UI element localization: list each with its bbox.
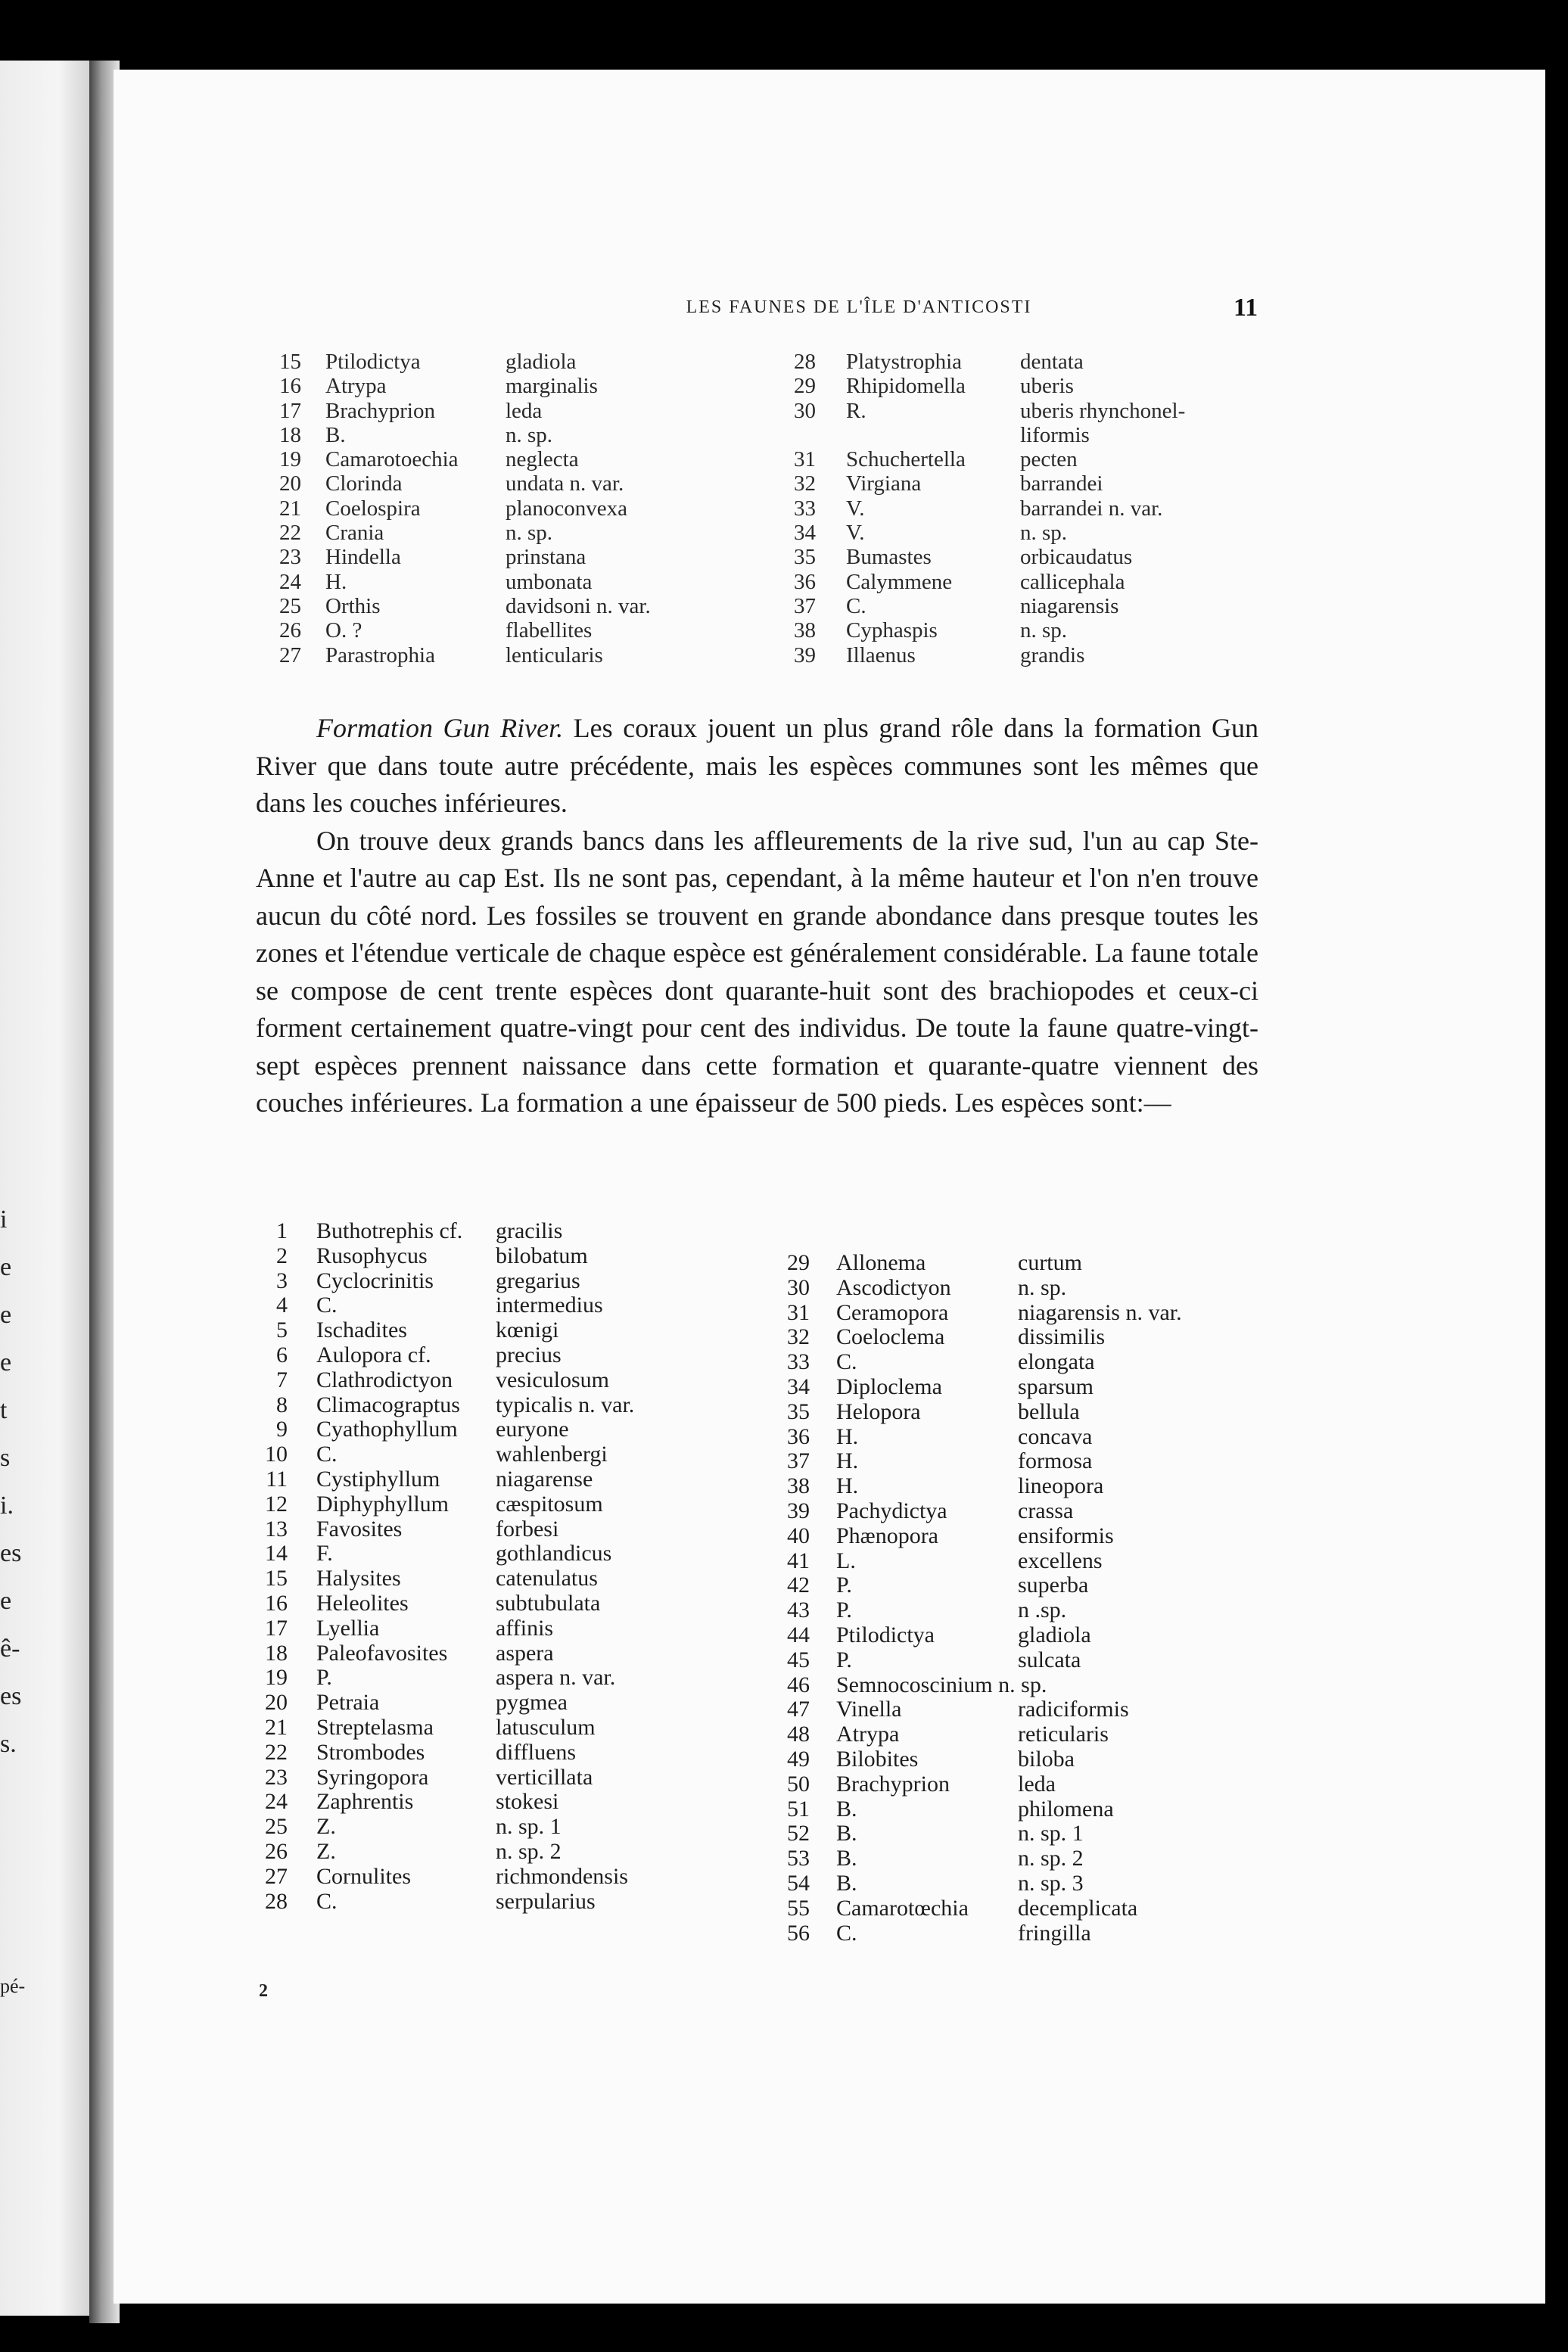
left-page-fragment: s. <box>0 1730 17 1758</box>
list-item-genus: Streptelasma <box>316 1714 434 1740</box>
list-item-genus: Cyphaspis <box>846 618 938 643</box>
list-item-genus: C. <box>836 1920 857 1946</box>
list-item-genus: Hindella <box>325 545 401 570</box>
list-item-species: n. sp. <box>1018 1274 1067 1300</box>
list-item-num: 26 <box>265 1838 288 1864</box>
list-item-species: gladiola <box>1018 1622 1091 1647</box>
list-item-num: 36 <box>794 569 816 594</box>
list-item-genus: Cornulites <box>316 1863 411 1889</box>
list-item-genus: Diploclema <box>836 1374 942 1399</box>
list-item-species: pecten <box>1020 447 1078 472</box>
list-item-genus: Z. <box>316 1814 336 1840</box>
list-item-species: gladiola <box>506 350 577 374</box>
left-page-fragment: i. <box>0 1492 14 1520</box>
list-item-species: uberis <box>1020 374 1074 399</box>
list-item-species: niagarensis <box>1020 593 1119 618</box>
paragraph-1: Formation Gun River. Les coraux jouent un plus grand rôle dans la formation Gun River que dans toute autre précédente, mais les espèces communes sont les mêmes que dans les couches inférieures. <box>256 713 1259 818</box>
list-item-species: n. sp. 2 <box>1018 1846 1084 1871</box>
list-item-num: 38 <box>794 618 816 643</box>
list-item-genus: Atrypa <box>325 374 387 399</box>
list-item-species: n. sp. <box>506 521 553 546</box>
list-item-genus: Phænopora <box>836 1523 938 1548</box>
list-item-genus: Ischadites <box>316 1318 407 1343</box>
list-item-genus: Coeloclema <box>836 1324 945 1350</box>
list-item-genus: R. <box>846 398 866 423</box>
list-item-genus: Syringopora <box>316 1764 429 1790</box>
list-item-genus: Platystrophia <box>846 350 963 374</box>
list-item-species: diffluens <box>496 1739 577 1765</box>
list-item-species: gothlandicus <box>496 1541 612 1566</box>
left-page-fragment: e <box>0 1349 12 1377</box>
list-item-species: affinis <box>496 1615 554 1641</box>
list-item-species: concava <box>1018 1423 1093 1449</box>
list-item-num: 34 <box>787 1374 810 1399</box>
list-item-species: elongata <box>1018 1349 1095 1375</box>
list-item-genus: Schuchertella <box>846 447 966 472</box>
list-item-species: n. sp. <box>1020 521 1068 546</box>
left-page-fragment: e <box>0 1587 12 1615</box>
list-item-num: 17 <box>279 398 301 423</box>
list-item-genus: Favosites <box>316 1516 403 1542</box>
list-item-genus: Buthotrephis cf. <box>316 1218 463 1243</box>
list-item-num: 22 <box>265 1739 288 1765</box>
list-item-num: 35 <box>787 1398 810 1424</box>
list-item-num: 37 <box>787 1448 810 1474</box>
list-item-species: intermedius <box>496 1293 603 1318</box>
list-item-genus: Clathrodictyon <box>316 1367 453 1392</box>
left-page-fragment: s <box>0 1444 11 1472</box>
list-item-num: 33 <box>787 1349 810 1375</box>
list-item-num: 3 <box>276 1268 288 1293</box>
list-item-genus: Ceramopora <box>836 1299 949 1325</box>
list-item-genus: L. <box>836 1548 856 1573</box>
list-item-genus: Camarotœchia <box>836 1895 969 1921</box>
list-item-genus: H. <box>836 1473 859 1499</box>
list-item-genus: Parastrophia <box>325 642 435 667</box>
signature-mark: 2 <box>259 1981 268 2001</box>
list-item-genus: Lyellia <box>316 1615 380 1641</box>
list-item-species: flabellites <box>506 618 593 643</box>
list-item-genus: Clorinda <box>325 471 403 496</box>
list-item-species: reticularis <box>1018 1722 1109 1747</box>
list-item-genus: P. <box>836 1598 852 1623</box>
list-item-num: 24 <box>265 1789 288 1815</box>
list-item-species: leda <box>506 398 543 423</box>
list-item-num: 37 <box>794 593 816 618</box>
list-item-species: leda <box>1018 1771 1056 1797</box>
list-item-num: 43 <box>787 1598 810 1623</box>
list-item-genus: C. <box>846 593 866 618</box>
list-item-species: marginalis <box>506 374 598 399</box>
list-item-genus: Paleofavosites <box>316 1640 448 1666</box>
list-item-species: aspera n. var. <box>496 1665 616 1691</box>
list-item-num: 16 <box>265 1590 288 1616</box>
list-item-species: excellens <box>1018 1548 1103 1573</box>
list-item-num: 9 <box>276 1417 288 1442</box>
list-item-genus: B. <box>836 1796 857 1822</box>
list-item-genus: Pachydictya <box>836 1498 947 1523</box>
list-item-genus: Bilobites <box>836 1746 919 1772</box>
list-item-species: bilobatum <box>496 1243 588 1268</box>
list-item-num: 25 <box>279 593 301 618</box>
list-item-num: 39 <box>794 642 816 667</box>
list-item-num: 15 <box>265 1566 288 1591</box>
list-item-num: 39 <box>787 1498 810 1523</box>
list-item-species: ensiformis <box>1018 1523 1114 1548</box>
list-item-genus: Cyathophyllum <box>316 1417 458 1442</box>
list-item-num: 23 <box>279 545 301 570</box>
list-item-genus: Z. <box>316 1838 336 1864</box>
list-item-num: 15 <box>279 350 301 374</box>
list-item-num: 13 <box>265 1516 288 1542</box>
list-item-num: 36 <box>787 1423 810 1449</box>
list-item-genus: Helopora <box>836 1398 921 1424</box>
list-item-species: dentata <box>1020 350 1084 374</box>
left-page-fragment: t <box>0 1396 8 1424</box>
list-item-species: serpularius <box>496 1888 596 1914</box>
list-item-genus: C. <box>316 1888 338 1914</box>
list-item-genus: Illaenus <box>846 642 916 667</box>
list-item-genus: Cyclocrinitis <box>316 1268 434 1293</box>
list-item-num: 34 <box>794 521 816 546</box>
list-item-species: superba <box>1018 1573 1089 1598</box>
list-item-species: n. sp. 1 <box>496 1814 562 1840</box>
list-item-species: davidsoni n. var. <box>506 593 651 618</box>
running-head: LES FAUNES DE L'ÎLE D'ANTICOSTI <box>686 297 1032 317</box>
list-item-species: bellula <box>1018 1398 1080 1424</box>
left-page-text-fragments <box>0 1196 23 1768</box>
list-item-genus: Semnocoscinium n. sp. <box>836 1672 1047 1697</box>
list-item-genus: Zaphrentis <box>316 1789 414 1815</box>
list-item-num: 29 <box>794 374 816 399</box>
list-item-num: 16 <box>279 374 301 399</box>
list-item-genus: Heleolites <box>316 1590 409 1616</box>
list-item-species: catenulatus <box>496 1566 598 1591</box>
list-item-species: n. sp. <box>1020 618 1068 643</box>
list-item-species: philomena <box>1018 1796 1114 1822</box>
list-item-species: pygmea <box>496 1690 568 1716</box>
list-item-species: orbicaudatus <box>1020 545 1133 570</box>
list-item-genus: O. ? <box>325 618 362 643</box>
list-item-num: 45 <box>787 1647 810 1672</box>
list-item-num: 27 <box>265 1863 288 1889</box>
list-item-num: 28 <box>794 350 816 374</box>
list-item-num: 44 <box>787 1622 810 1647</box>
list-item-species: neglecta <box>506 447 579 472</box>
list-item-genus: H. <box>836 1423 859 1449</box>
list-item-num: 48 <box>787 1722 810 1747</box>
list-item-num: 41 <box>787 1548 810 1573</box>
list-item-num: 56 <box>787 1920 810 1946</box>
list-item-num: 19 <box>265 1665 288 1691</box>
list-item-num: 25 <box>265 1814 288 1840</box>
list-item-species: precius <box>496 1342 562 1367</box>
list-item-genus: Diphyphyllum <box>316 1491 450 1517</box>
list-item-genus: C. <box>316 1293 338 1318</box>
paragraph-2: On trouve deux grands bancs dans les affleurements de la rive sud, l'un au cap Ste-Anne et l'autre au cap Est. Ils ne sont pas, cependant, à la même hauteur et l'on n'en trouve aucun du côté nord. Les fossiles se trouvent en grande abondance dans presque toutes les zones et l'étendue verticale de chaque espèce est généralement considérable. La faune totale se compose de cent trente espèces dont quarante-huit sont des brachiopodes et ceux-ci forment certainement quatre-vingt pour cent des individus. De toute la faune quatre-vingt-sept espèces prennent naissance dans cette formation et quarante-quatre viennent des couches inférieures. La formation a une épaisseur de 500 pieds. Les espèces sont:— <box>256 825 1258 1118</box>
list-item-num: 32 <box>787 1324 810 1350</box>
list-item-num: 47 <box>787 1697 810 1722</box>
list-item-species: niagarense <box>496 1466 593 1492</box>
list-item-genus: Calymmene <box>846 569 953 594</box>
list-item-num: 18 <box>265 1640 288 1666</box>
list-item-genus: Climacograptus <box>316 1392 460 1417</box>
list-item-num: 26 <box>279 618 301 643</box>
left-page-fragment: es <box>0 1682 22 1710</box>
list-item-num: 53 <box>787 1846 810 1871</box>
list-item-genus: Camarotoechia <box>325 447 459 472</box>
list-item-species: callicephala <box>1020 569 1125 594</box>
section-heading: Formation Gun River. <box>316 713 564 743</box>
list-item-genus: P. <box>836 1647 852 1672</box>
list-item-genus: V. <box>846 521 865 546</box>
list-item-species: n. sp. 1 <box>1018 1821 1084 1846</box>
list-item-species: barrandei <box>1020 471 1103 496</box>
list-item-species: subtubulata <box>496 1590 601 1616</box>
list-item-genus: Vinella <box>836 1697 902 1722</box>
list-item-num: 24 <box>279 569 301 594</box>
list-item-genus: Cystiphyllum <box>316 1466 440 1492</box>
list-item-species: umbonata <box>506 569 593 594</box>
list-item-species: curtum <box>1018 1250 1082 1275</box>
left-page-fragment: ê- <box>0 1635 20 1663</box>
list-item-species: stokesi <box>496 1789 559 1815</box>
list-item-num: 19 <box>279 447 301 472</box>
list-item-num: 32 <box>794 471 816 496</box>
list-item-species: dissimilis <box>1018 1324 1106 1350</box>
list-item-genus: Ascodictyon <box>836 1274 951 1300</box>
body-text <box>256 710 1258 1122</box>
list-item-species: liformis <box>1020 422 1090 447</box>
list-item-species: n .sp. <box>1018 1598 1067 1623</box>
list-item-num: 55 <box>787 1895 810 1921</box>
list-item-num: 20 <box>265 1690 288 1716</box>
list-item-num: 42 <box>787 1573 810 1598</box>
list-item-species: richmondensis <box>496 1863 628 1889</box>
list-item-genus: C. <box>836 1349 857 1375</box>
list-item-species: gregarius <box>496 1268 580 1293</box>
list-item-genus: P. <box>836 1573 852 1598</box>
list-item-num: 38 <box>787 1473 810 1499</box>
list-item-num: 31 <box>794 447 816 472</box>
list-item-num: 5 <box>276 1318 288 1343</box>
list-item-num: 31 <box>787 1299 810 1325</box>
list-item-species: planoconvexa <box>506 496 628 521</box>
list-item-num: 21 <box>265 1714 288 1740</box>
list-item-num: 21 <box>279 496 301 521</box>
list-item-num: 54 <box>787 1870 810 1896</box>
list-item-num: 30 <box>794 398 816 423</box>
list-item-species: kœnigi <box>496 1318 559 1343</box>
list-item-species: verticillata <box>496 1764 593 1790</box>
list-item-species: niagarensis n. var. <box>1018 1299 1182 1325</box>
list-item-num: 49 <box>787 1746 810 1772</box>
list-item-species: wahlenbergi <box>496 1442 608 1467</box>
list-item-species: sulcata <box>1018 1647 1081 1672</box>
list-item-genus: B. <box>836 1821 857 1846</box>
list-item-genus: Brachyprion <box>836 1771 950 1797</box>
list-item-genus: F. <box>316 1541 333 1566</box>
list-item-species: crassa <box>1018 1498 1074 1523</box>
list-item-num: 17 <box>265 1615 288 1641</box>
list-item-num: 20 <box>279 471 301 496</box>
list-item-species: formosa <box>1018 1448 1093 1474</box>
list-item-num: 1 <box>276 1218 288 1243</box>
list-item-species: forbesi <box>496 1516 559 1542</box>
list-item-species: undata n. var. <box>506 471 624 496</box>
list-item-genus: B. <box>836 1870 857 1896</box>
list-item-num: 18 <box>279 422 301 447</box>
list-item-species: gracilis <box>496 1218 563 1243</box>
list-item-species: sparsum <box>1018 1374 1094 1399</box>
list-item-num: 46 <box>787 1672 810 1697</box>
list-item-num: 28 <box>265 1888 288 1914</box>
list-item-species: euryone <box>496 1417 569 1442</box>
left-page-fragment: e <box>0 1301 12 1329</box>
list-item-genus: Brachyprion <box>325 398 435 423</box>
list-item-num: 27 <box>279 642 301 667</box>
list-item-num: 23 <box>265 1764 288 1790</box>
list-item-genus: B. <box>836 1846 857 1871</box>
list-item-species: n. sp. 2 <box>496 1838 562 1864</box>
list-item-species: uberis rhynchonel- <box>1020 398 1186 423</box>
list-item-num: 10 <box>265 1442 288 1467</box>
list-item-genus: Coelospira <box>325 496 421 521</box>
list-item-species: grandis <box>1020 642 1085 667</box>
list-item-genus: V. <box>846 496 865 521</box>
list-item-num: 51 <box>787 1796 810 1822</box>
list-item-genus: Halysites <box>316 1566 401 1591</box>
left-page-fragment: es <box>0 1539 22 1567</box>
left-page-fragment: e <box>0 1253 12 1281</box>
list-item-species: radiciformis <box>1018 1697 1129 1722</box>
list-item-species: aspera <box>496 1640 554 1666</box>
list-item-genus: H. <box>325 569 347 594</box>
list-item-genus: Ptilodictya <box>836 1622 935 1647</box>
list-item-genus: Ptilodictya <box>325 350 421 374</box>
list-item-species: decemplicata <box>1018 1895 1138 1921</box>
list-item-genus: Crania <box>325 521 384 546</box>
list-item-species: latusculum <box>496 1714 596 1740</box>
list-item-num: 7 <box>276 1367 288 1392</box>
list-item-species: n. sp. 3 <box>1018 1870 1084 1896</box>
list-item-genus: Petraia <box>316 1690 380 1716</box>
list-item-species: cæspitosum <box>496 1491 603 1517</box>
left-page-fragment: i <box>0 1206 8 1234</box>
list-item-species: typicalis n. var. <box>496 1392 635 1417</box>
list-item-num: 50 <box>787 1771 810 1797</box>
list-item-genus: Strombodes <box>316 1739 425 1765</box>
list-item-genus: Rhipidomella <box>846 374 966 399</box>
list-item-genus: Bumastes <box>846 545 932 570</box>
page-number: 11 <box>1234 294 1258 322</box>
list-item-species: barrandei n. var. <box>1020 496 1163 521</box>
list-item-species: n. sp. <box>506 422 553 447</box>
list-item-num: 14 <box>265 1541 288 1566</box>
list-item-species: fringilla <box>1018 1920 1091 1946</box>
list-item-genus: Aulopora cf. <box>316 1342 431 1367</box>
list-item-species: prinstana <box>506 545 586 570</box>
list-item-genus: C. <box>316 1442 338 1467</box>
list-item-genus: Orthis <box>325 593 381 618</box>
list-item-genus: Virgiana <box>846 471 922 496</box>
list-item-species: biloba <box>1018 1746 1075 1772</box>
list-item-genus: Allonema <box>836 1250 926 1275</box>
list-item-num: 35 <box>794 545 816 570</box>
list-item-num: 6 <box>276 1342 288 1367</box>
list-item-num: 4 <box>276 1293 288 1318</box>
list-item-num: 12 <box>265 1491 288 1517</box>
list-item-species: lenticularis <box>506 642 603 667</box>
list-item-num: 29 <box>787 1250 810 1275</box>
list-item-species: lineopora <box>1018 1473 1104 1499</box>
list-item-species: vesiculosum <box>496 1367 609 1392</box>
list-item-genus: H. <box>836 1448 859 1474</box>
list-item-num: 33 <box>794 496 816 521</box>
list-item-num: 22 <box>279 521 301 546</box>
list-item-genus: Rusophycus <box>316 1243 428 1268</box>
list-item-num: 30 <box>787 1274 810 1300</box>
list-item-num: 2 <box>276 1243 288 1268</box>
list-item-num: 11 <box>266 1466 288 1492</box>
list-item-num: 8 <box>276 1392 288 1417</box>
left-page-fragment: pé- <box>0 1975 26 1997</box>
list-item-genus: Atrypa <box>836 1722 900 1747</box>
list-item-num: 40 <box>787 1523 810 1548</box>
list-item-num: 52 <box>787 1821 810 1846</box>
list-item-genus: P. <box>316 1665 332 1691</box>
list-item-genus: B. <box>325 422 346 447</box>
